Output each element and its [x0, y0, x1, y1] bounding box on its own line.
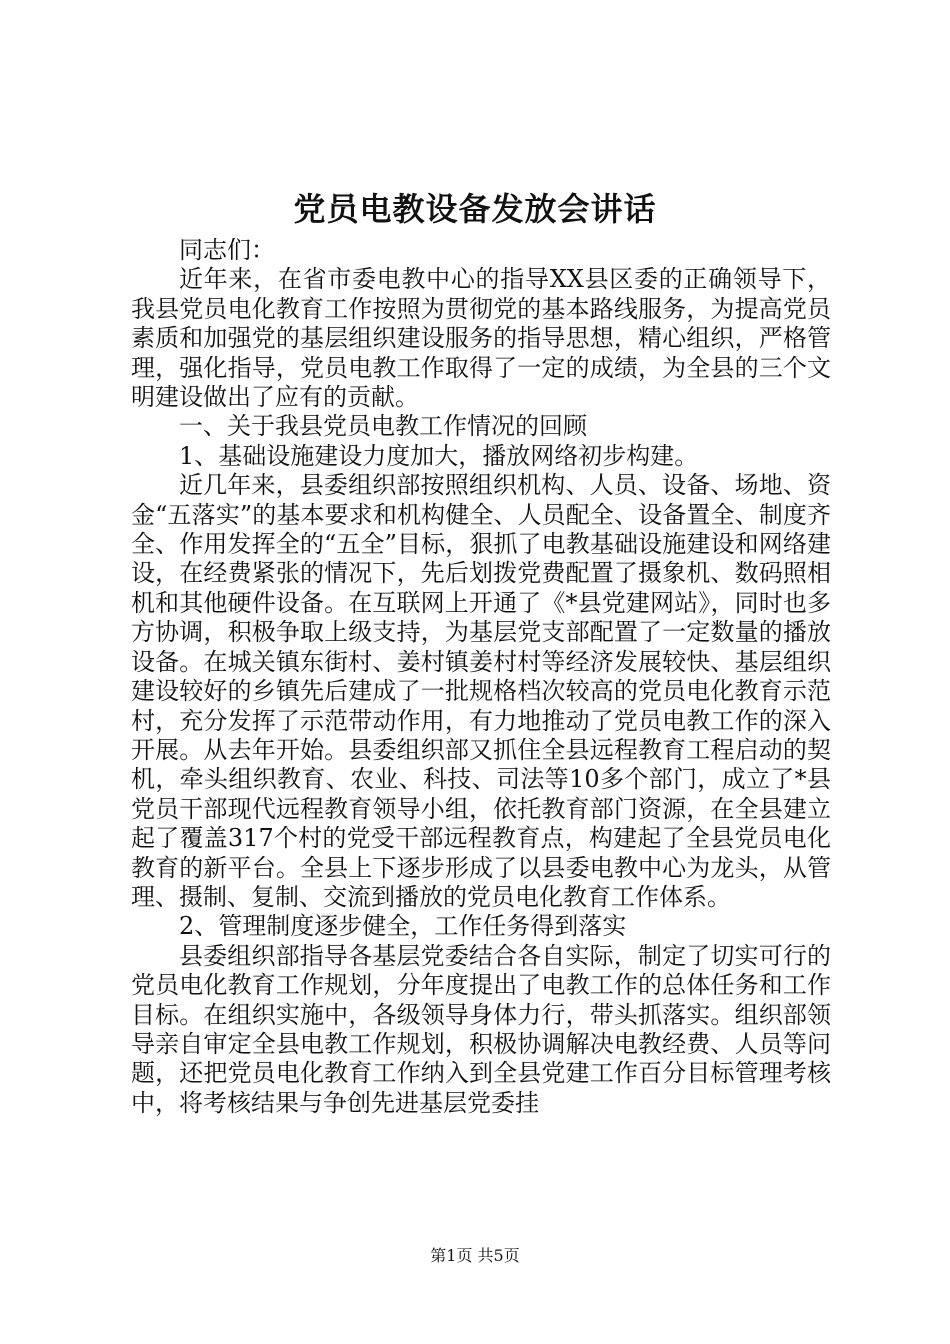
body-paragraph-1: 近几年来，县委组织部按照组织机构、人员、设备、场地、资金“五落实”的基本要求和机构健全、人员配全、设备置全、制度齐全、作用发挥全的“五全”目标，狠抓了电教基础设施建设和网络建设，在经费紧张的情况下，先后划拨党费配置了摄象机、数码照相机和其他硬件设备。在互联网上开通了《*县党建网站》，同时也多方协调，积极争取上级支持，为基层党支部配置了一定数量的播放设备。在城关镇东街村、姜村镇姜村村等经济发展较快、基层组织建设较好的乡镇先后建成了一批规格档次较高的党员电化教育示范村，充分发挥了示范带动作用，有力地推动了党员电教工作的深入开展。从去年开始。县委组织部又抓住全县远程教育工程启动的契机，牵头组织教育、农业、科技、司法等10多个部门，成立了*县党员干部现代远程教育领导小组，依托教育部门资源，在全县建立起了覆盖317个村的党受干部远程教育点，构建起了全县党员电化教育的新平台。全县上下逐步形成了以县委电教中心为龙头，从管理、摄制、复制、交流到播放的党员电化教育工作体系。 [131, 471, 831, 911]
subsection-heading-1: 1、基础设施建设力度加大，播放网络初步构建。 [179, 441, 699, 470]
document-title: 党员电教设备发放会讲话 [293, 190, 657, 228]
salutation-paragraph: 同志们： [179, 236, 275, 264]
intro-paragraph: 近年来，在省市委电教中心的指导XX县区委的正确领导下，我县党员电化教育工作按照为贯彻党的基本路线服务，为提高党员素质和加强党的基层组织建设服务的指导思想，精心组织，严格管理，强化指导，党员电教工作取得了一定的成绩，为全县的三个文明建设做出了应有的贡献。 [131, 265, 831, 412]
body-paragraph-2: 县委组织部指导各基层党委结合各自实际，制定了切实可行的党员电化教育工作规划，分年度提出了电教工作的总体任务和工作目标。在组织实施中，各级领导身体力行，带头抓落实。组织部领导亲自审定全县电教工作规划，积极协调解决电教经费、人员等问题，还把党员电化教育工作纳入到全县党建工作百分目标管理考核中，将考核结果与争创先进基层党委挂 [131, 941, 831, 1117]
document-body [131, 236, 831, 1118]
page-number-footer: 第1页 共5页 [430, 1246, 520, 1265]
subsection-heading-2: 2、管理制度逐步健全，工作任务得到落实 [179, 912, 627, 941]
section-heading-1: 一、关于我县党员电教工作情况的回顾 [179, 412, 587, 441]
